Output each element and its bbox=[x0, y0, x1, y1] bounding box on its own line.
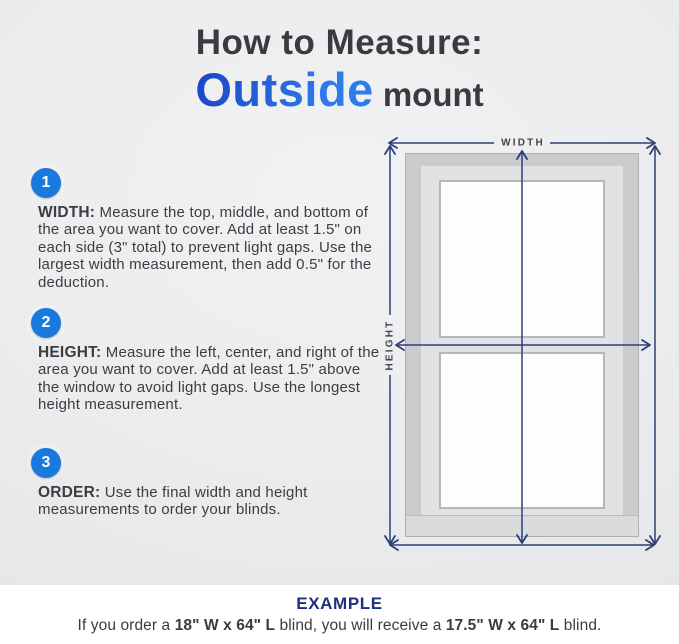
example-text bbox=[0, 617, 679, 635]
measurement-arrows bbox=[384, 125, 676, 565]
title-line-2 bbox=[0, 64, 679, 116]
step-1-number: 1 bbox=[41, 174, 51, 191]
step-3-number: 3 bbox=[41, 454, 51, 471]
step-2-number: 2 bbox=[41, 314, 51, 331]
step-1 bbox=[31, 168, 383, 291]
step-1-label: WIDTH: bbox=[38, 204, 96, 221]
step-2 bbox=[31, 308, 383, 414]
window-diagram bbox=[384, 125, 676, 565]
page-title bbox=[0, 24, 679, 115]
width-label: WIDTH bbox=[501, 137, 545, 149]
step-1-number-badge bbox=[31, 168, 61, 198]
step-3-label: ORDER: bbox=[38, 484, 101, 501]
example-prefix: If you order a bbox=[77, 617, 175, 634]
height-label: HEIGHT bbox=[384, 319, 396, 371]
step-3-number-badge bbox=[31, 448, 61, 478]
title-suffix: mount bbox=[382, 75, 484, 113]
step-1-description: Measure the top, middle, and bottom of the area you want to cover. Add at least 1.5" on each side (3" total) to prevent light gaps. Use the largest width measurement, then add 0.5" for the deduction. bbox=[38, 204, 373, 291]
title-mount-type: Outside bbox=[195, 62, 374, 116]
step-2-text bbox=[31, 344, 383, 414]
step-1-text bbox=[31, 204, 383, 291]
step-2-number-badge bbox=[31, 308, 61, 338]
example-heading: EXAMPLE bbox=[296, 594, 383, 613]
step-3-description: Use the final width and height measurements to order your blinds. bbox=[38, 484, 308, 519]
example-suffix: blind. bbox=[559, 617, 602, 634]
example-received-size: 17.5" W x 64" L bbox=[445, 617, 560, 634]
title-line-1: How to Measure: bbox=[195, 23, 484, 62]
step-2-description: Measure the left, center, and right of the area you want to cover. Add at least 1.5" above the window to avoid light gaps. Use the longest height measurement. bbox=[38, 344, 380, 414]
example-footer bbox=[0, 585, 679, 644]
example-ordered-size: 18" W x 64" L bbox=[174, 617, 276, 634]
step-3-text bbox=[31, 484, 383, 519]
example-middle: blind, you will receive a bbox=[275, 617, 446, 634]
step-2-label: HEIGHT: bbox=[38, 344, 102, 361]
step-3 bbox=[31, 448, 383, 519]
